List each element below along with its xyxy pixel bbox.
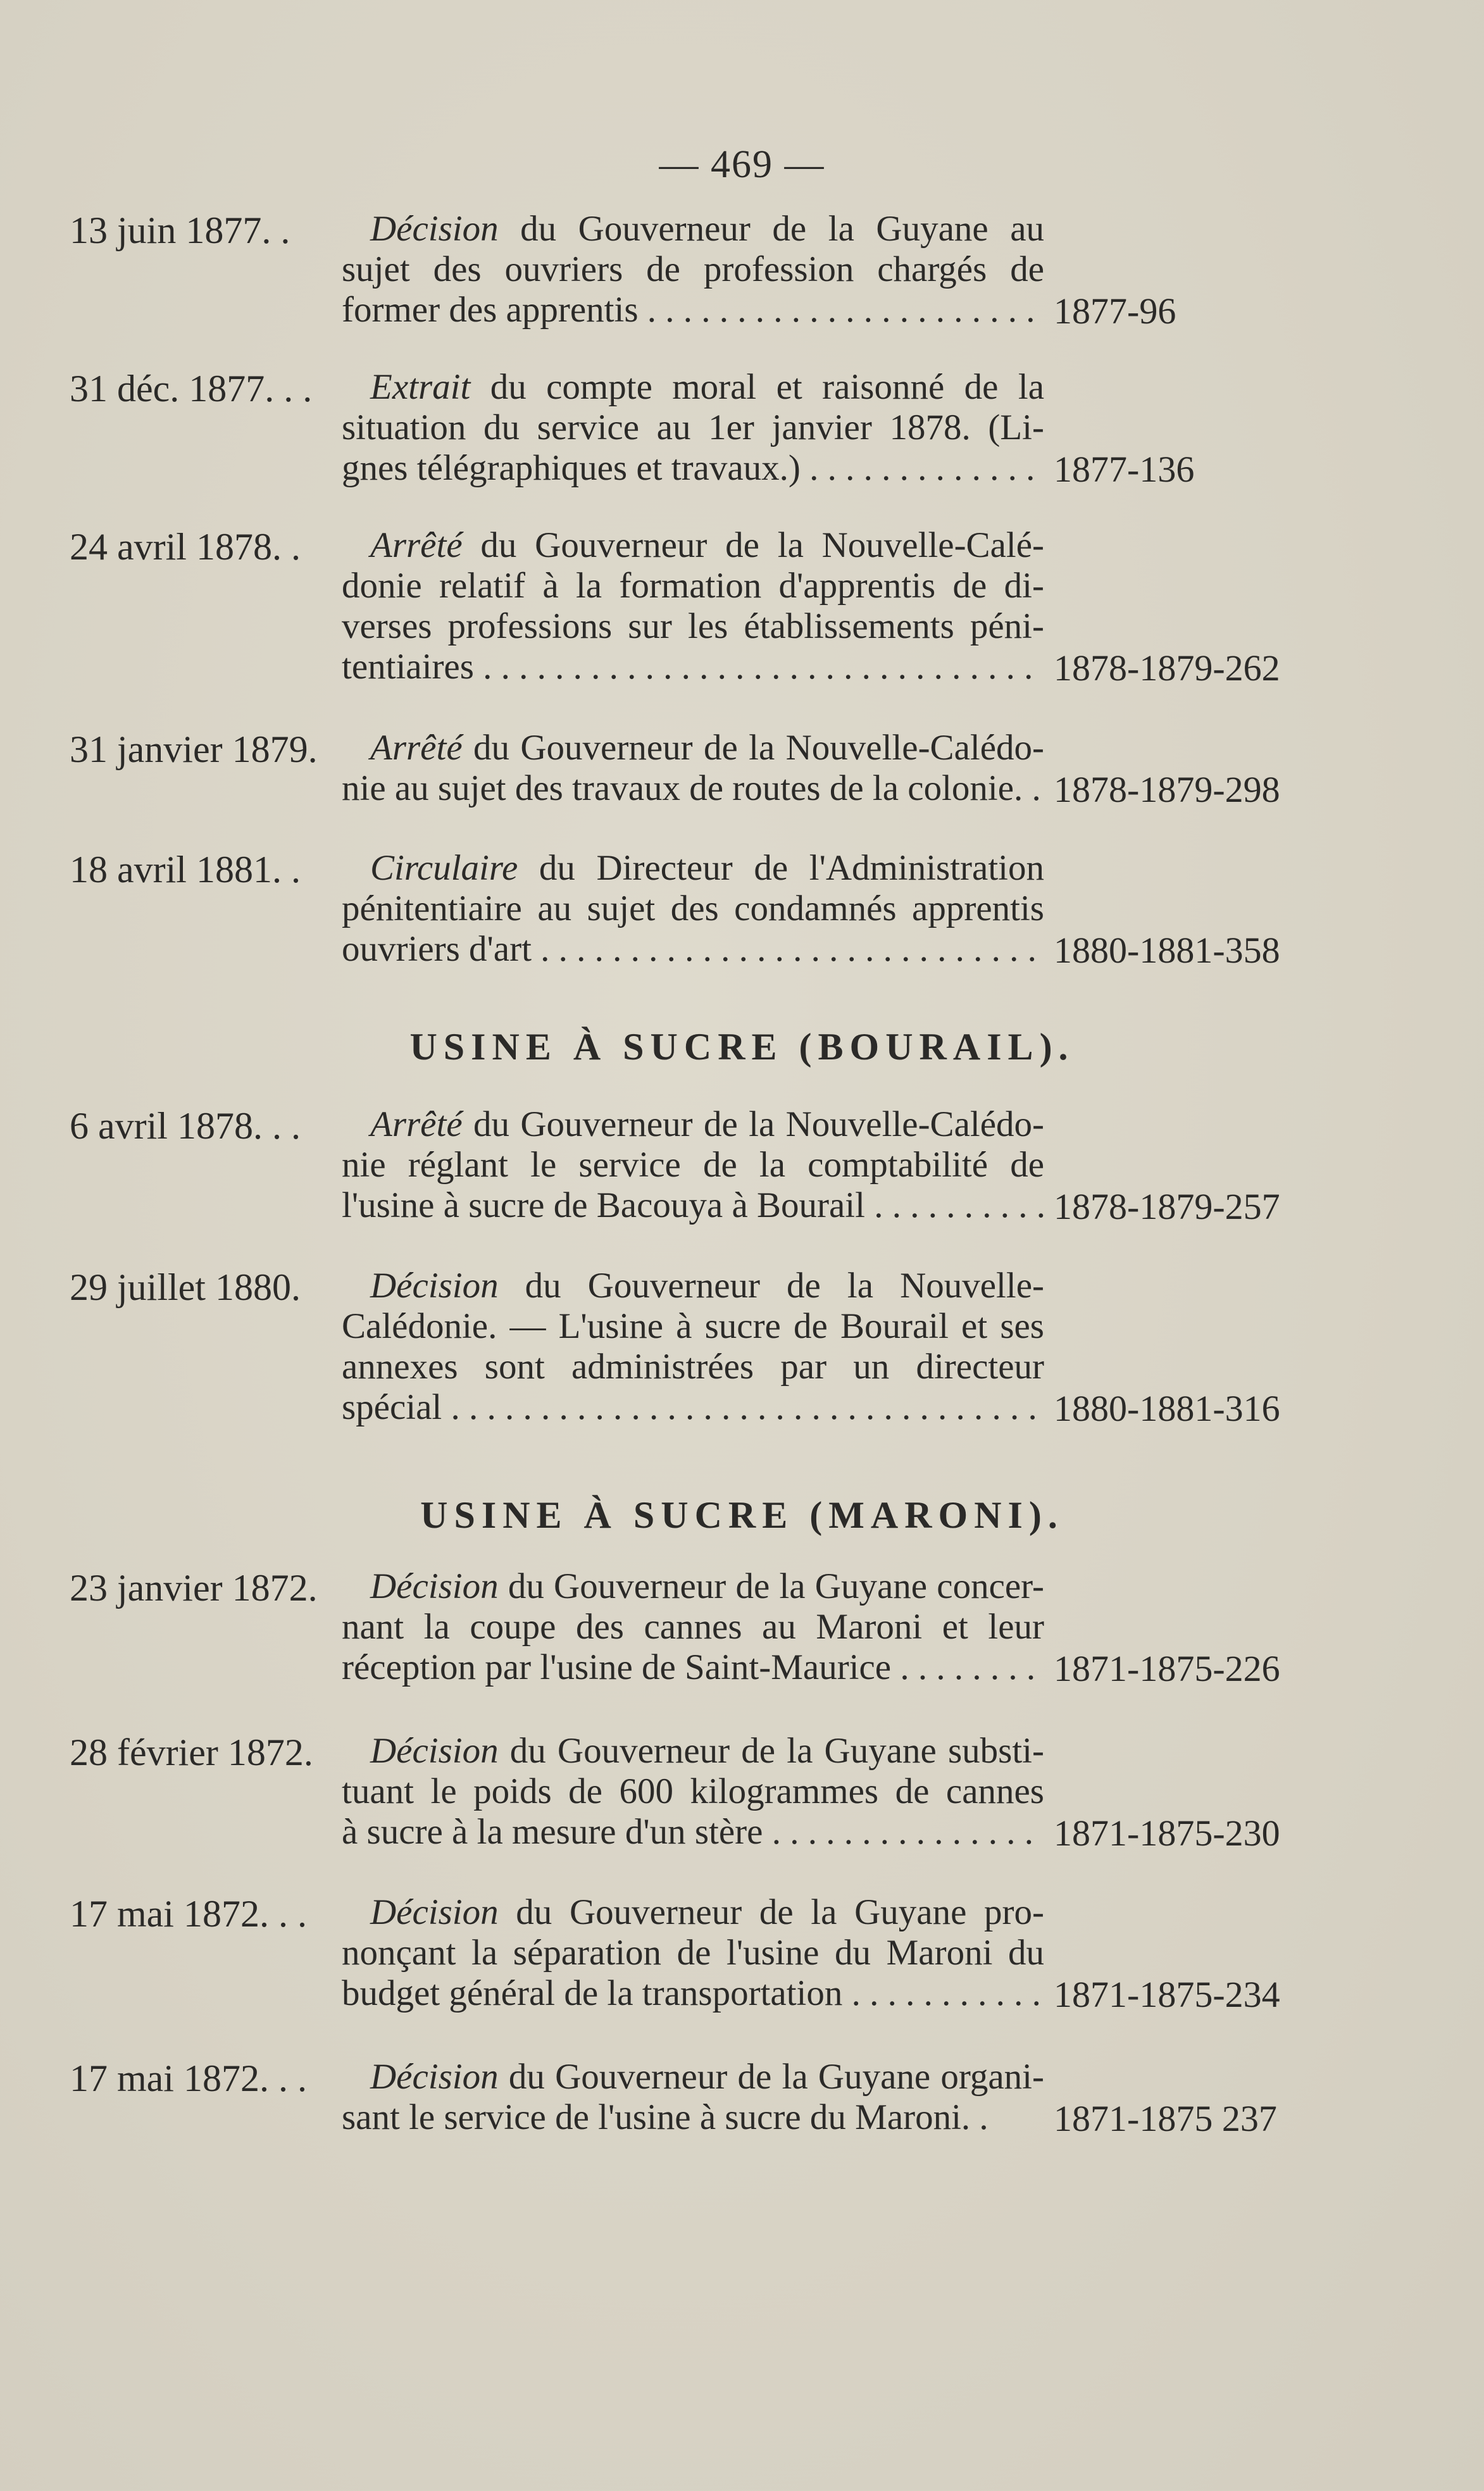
entry-reference: 1880-1881-358 xyxy=(1054,930,1280,971)
entry-date: 29 juillet 1880. xyxy=(70,1266,301,1308)
entry-text: Circulaire du Directeur de l'Administration pénitentiaire au sujet des condamnés apprentis ouvriers d'art . . . xyxy=(342,848,1044,970)
entry-reference: 1877-96 xyxy=(1054,290,1176,332)
entry-reference: 1877-136 xyxy=(1054,449,1195,490)
entry-text: Décision du Gouverneur de la Guyane substi- tuant le poids de 600 kilogrammes de cannes à sucre à la mesure d'un stère . . . xyxy=(342,1731,1044,1852)
entry-date: 31 déc. 1877. . . xyxy=(70,368,313,409)
entry-date: 17 mai 1872. . . xyxy=(70,1893,307,1935)
entry-text: Décision du Gouverneur de la Nouvelle- Calédonie. — L'usine à sucre de Bourail et ses annexes sont administrées par un directeur spécial . . . xyxy=(342,1266,1044,1428)
entry-date: 18 avril 1881. . xyxy=(70,849,301,890)
entry-text: Décision du Gouverneur de la Guyane organi- sant le service de l'usine à sucre du Maroni. . xyxy=(342,2057,1044,2137)
entry-date: 6 avril 1878. . . xyxy=(70,1105,301,1147)
entry-reference: 1871-1875-230 xyxy=(1054,1813,1280,1854)
entry-date: 17 mai 1872. . . xyxy=(70,2057,307,2099)
entry-text: Décision du Gouverneur de la Guyane au sujet des ouvriers de profession chargés de former des apprentis . . . xyxy=(342,209,1044,330)
entry-date: 13 juin 1877. . xyxy=(70,209,290,251)
entry-text: Décision du Gouverneur de la Guyane pro- nonçant la séparation de l'usine du Maroni du budget général de la transportation . . . xyxy=(342,1892,1044,2014)
section-heading-maroni: USINE À SUCRE (MARONI). xyxy=(420,1494,1064,1536)
entry-date: 31 janvier 1879. xyxy=(70,728,318,770)
entry-reference: 1878-1879-262 xyxy=(1054,647,1280,689)
entry-text: Arrêté du Gouverneur de la Nouvelle-Calé- donie relatif à la formation d'apprentis de di- verses professions sur les établissements péni- tentiaires . . . xyxy=(342,525,1044,687)
entry-text: Extrait du compte moral et raisonné de la situation du service au 1er janvier 1878. (Li- gnes télégraphiques et travaux.) . . . xyxy=(342,367,1044,489)
page-number: — 469 — xyxy=(659,143,825,186)
entry-reference: 1878-1879-257 xyxy=(1054,1186,1280,1227)
entry-reference: 1871-1875 237 xyxy=(1054,2098,1277,2139)
entry-reference: 1871-1875-226 xyxy=(1054,1648,1280,1689)
entry-date: 23 janvier 1872. xyxy=(70,1567,318,1609)
entry-text: Arrêté du Gouverneur de la Nouvelle-Calédo- nie réglant le service de la comptabilité de l'usine à sucre de Bacouya à Bourail . . . xyxy=(342,1104,1044,1226)
entry-text: Arrêté du Gouverneur de la Nouvelle-Calédo- nie au sujet des travaux de routes de la colonie. . xyxy=(342,728,1044,808)
entry-reference: 1880-1881-316 xyxy=(1054,1388,1280,1429)
section-heading-bourail: USINE À SUCRE (BOURAIL). xyxy=(409,1026,1075,1068)
entry-text: Décision du Gouverneur de la Guyane concer- nant la coupe des cannes au Maroni et leur réception par l'usine de Saint-Maurice . . . xyxy=(342,1566,1044,1688)
entry-date: 24 avril 1878. . xyxy=(70,526,301,568)
entry-reference: 1878-1879-298 xyxy=(1054,769,1280,810)
entry-reference: 1871-1875-234 xyxy=(1054,1974,1280,2015)
entry-date: 28 février 1872. xyxy=(70,1732,313,1773)
